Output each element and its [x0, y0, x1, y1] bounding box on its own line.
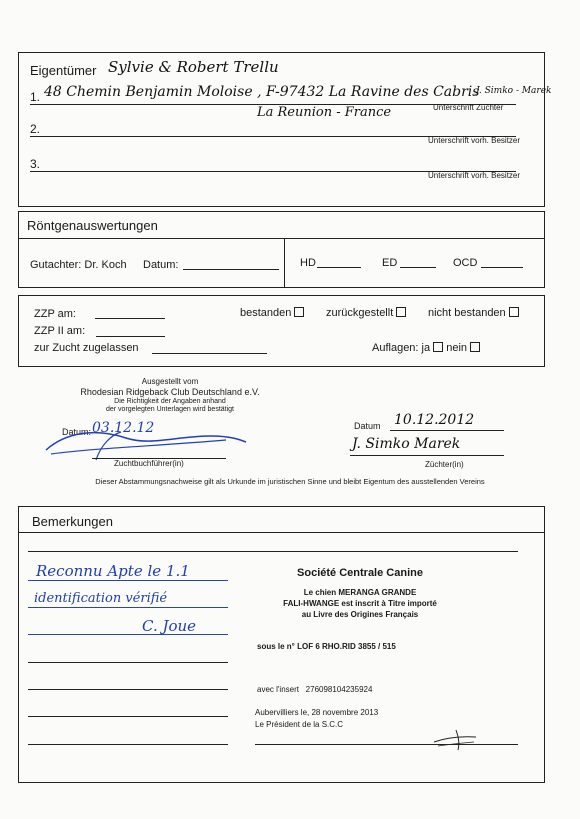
xray-divider-vertical — [284, 238, 285, 288]
remarks-line-3 — [28, 634, 228, 635]
owner-row-1-caption: Unterschrift Züchter — [433, 103, 504, 112]
xray-examiner: Gutachter: Dr. Koch — [30, 259, 127, 271]
issued-date-value: 03.12.12 — [92, 420, 155, 436]
scc-president-signature — [430, 728, 480, 752]
remarks-handwriting-1: Reconnu Apte le 1.1 — [36, 562, 190, 580]
zzp-conditions — [372, 342, 480, 354]
scc-stamp-line-1: Le chien MERANGA GRANDE — [303, 588, 417, 597]
owner-name: Sylvie & Robert Trellu — [108, 58, 279, 76]
zzp-passed-label — [240, 307, 304, 319]
zzp-failed-label — [428, 307, 519, 319]
xray-date-label: Datum: — [143, 259, 179, 271]
zzp-deferred-label — [326, 307, 406, 319]
zzp-conditions-yes-checkbox[interactable] — [433, 342, 443, 352]
zzp2-am-line — [96, 336, 165, 337]
owner-row-1-signature: J. Simko - Marek — [476, 86, 552, 96]
remarks-title: Bemerkungen — [32, 514, 113, 529]
remarks-line-1 — [28, 580, 228, 581]
zzp-failed-text: nicht bestanden — [428, 307, 506, 319]
registrar-caption: Zuchtbuchführer(in) — [114, 459, 184, 468]
remarks-title-divider — [18, 532, 545, 533]
remarks-line-7 — [28, 744, 228, 745]
xray-hd-label: HD — [300, 257, 316, 269]
zzp-passed-checkbox[interactable] — [294, 307, 304, 317]
scc-stamp-line-4: sous le n° LOF 6 RHO.RID 3855 / 515 — [257, 642, 396, 651]
scc-stamp-insert — [257, 685, 372, 694]
owner-section — [18, 52, 545, 207]
scc-stamp-line-3: au Livre des Origines Français — [301, 610, 419, 619]
ownership-notice: Dieser Abstammungsnachweise gilt als Urkunde im juristischen Sinne und bleibt Eigentum des ausstellenden Vereins — [95, 477, 485, 486]
zzp-conditions-no-checkbox[interactable] — [470, 342, 480, 352]
xray-ed-label: ED — [382, 257, 398, 269]
scc-stamp-insert-label: avec l'insert — [257, 685, 299, 694]
breeder-signature: J. Simko Marek — [352, 436, 461, 452]
remarks-handwriting-3: C. Joue — [142, 617, 197, 635]
remarks-handwriting-2: identification vérifié — [34, 591, 168, 606]
zzp-am-line — [95, 318, 165, 319]
remarks-line-6 — [28, 716, 228, 717]
xray-ed-line — [400, 267, 436, 268]
zzp-conditions-yes-text: Auflagen: ja — [372, 342, 431, 354]
xray-date-line — [183, 269, 279, 270]
zzp-conditions-no-text: nein — [446, 342, 468, 354]
breeder-date-line — [390, 430, 504, 431]
issued-club-name: Rhodesian Ridgeback Club Deutschland e.V. — [80, 387, 260, 397]
scc-stamp-place-date: Aubervilliers le, 28 novembre 2013 — [255, 708, 379, 717]
remarks-line-2 — [28, 607, 228, 608]
breeder-date-value: 10.12.2012 — [394, 412, 475, 428]
issued-date-label: Datum: — [62, 427, 92, 437]
zzp-section — [18, 295, 545, 367]
owner-row-2-caption: Unterschrift vorh. Besitzer — [428, 136, 521, 145]
issued-line-3: Die Richtigkeit der Angaben anhand — [114, 398, 226, 405]
remarks-line-4 — [28, 662, 228, 663]
zzp-deferred-checkbox[interactable] — [396, 307, 406, 317]
xray-hd-line — [317, 267, 361, 268]
zzp2-am-label: ZZP II am: — [34, 325, 86, 337]
xray-title-divider — [18, 238, 545, 239]
remarks-line-0 — [28, 551, 518, 552]
scc-stamp-org: Société Centrale Canine — [297, 567, 423, 579]
zzp-breeding-label: zur Zucht zugelassen — [34, 342, 139, 354]
owner-row-1-address: 48 Chemin Benjamin Moloise , F-97432 La Ravine des Cabris — [44, 84, 480, 100]
owner-row-3-caption: Unterschrift vorh. Besitzer — [428, 171, 521, 180]
zzp-am-label: ZZP am: — [34, 308, 76, 320]
owner-row-2-number: 2. — [30, 122, 41, 136]
zzp-failed-checkbox[interactable] — [509, 307, 519, 317]
zzp-deferred-text: zurückgestellt — [326, 307, 394, 319]
zzp-passed-text: bestanden — [240, 307, 292, 319]
scc-stamp-insert-number: 276098104235924 — [305, 685, 373, 694]
owner-row-3-number: 3. — [30, 157, 41, 171]
owner-row-1-number: 1. — [30, 90, 41, 104]
breeder-caption: Züchter(in) — [425, 460, 464, 469]
remarks-line-5 — [28, 689, 228, 690]
scc-stamp-president: Le Président de la S.C.C — [255, 720, 344, 729]
scc-stamp-line-2: FALI-HWANGE est inscrit à Titre importé — [283, 599, 437, 608]
issued-line-4: der vorgelegten Unterlagen wird bestätigt — [105, 406, 235, 413]
xray-ocd-label: OCD — [453, 257, 478, 269]
breeder-signature-line — [350, 455, 504, 456]
xray-title: Röntgenauswertungen — [27, 218, 158, 233]
owner-label: Eigentümer — [30, 63, 97, 78]
owner-row-1-address-2: La Reunion - France — [257, 105, 392, 120]
xray-ocd-line — [481, 267, 523, 268]
issued-line-1: Ausgestellt vom — [141, 377, 199, 386]
zzp-breeding-line — [152, 353, 267, 354]
breeder-date-label: Datum — [354, 421, 381, 431]
